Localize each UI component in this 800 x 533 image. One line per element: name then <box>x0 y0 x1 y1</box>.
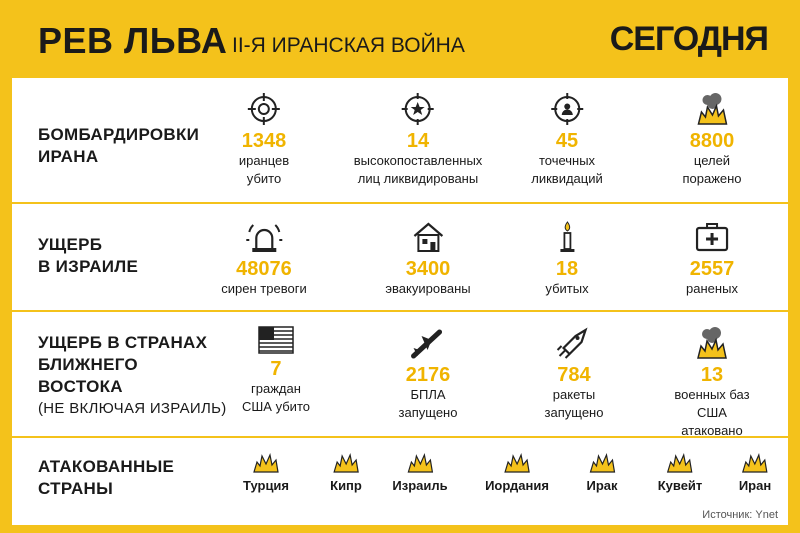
infographic-card <box>12 78 788 525</box>
person-target-icon <box>550 92 584 126</box>
country-name: Иордания <box>485 478 549 493</box>
stat-us-citizens-killed <box>242 326 310 416</box>
drone-icon <box>410 326 446 360</box>
section-label: УЩЕРБ В СТРАНАХ БЛИЖНЕГО ВОСТОКА (НЕ ВКЛЮЧАЯ ИЗРАИЛЬ) <box>38 333 227 417</box>
siren-icon <box>244 220 284 254</box>
brand-logo: СЕГОДНЯ <box>609 20 768 58</box>
stat-number: 8800 <box>689 130 735 152</box>
country-name: Ирак <box>586 478 618 493</box>
stat-desc: сирен тревоги <box>221 281 307 296</box>
country-item <box>586 450 617 493</box>
stat-desc: граждан США убито <box>242 381 310 414</box>
stat-desc: высокопоставленных лиц ликвидированы <box>353 153 483 186</box>
header <box>0 0 800 78</box>
section-iran-bombing <box>12 78 788 202</box>
first-aid-icon <box>693 220 731 254</box>
stat-number: 1348 <box>241 130 287 152</box>
stat-desc: ракеты запущено <box>544 387 604 420</box>
explosion-icon <box>694 326 730 360</box>
page-title: РЕВ ЛЬВА <box>38 20 228 61</box>
section-israel-damage <box>12 202 788 312</box>
section-attacked-countries <box>12 436 788 527</box>
star-target-icon <box>401 92 435 126</box>
stat-desc: точечных ликвидаций <box>531 153 603 186</box>
stat-officials-eliminated <box>354 92 483 188</box>
stat-number: 2557 <box>689 258 735 280</box>
crosshair-icon <box>247 92 281 126</box>
stat-desc: БПЛА запущено <box>398 387 458 420</box>
explosion-icon <box>331 450 361 474</box>
explosion-icon <box>665 450 695 474</box>
country-name: Турция <box>242 478 290 493</box>
stat-number: 14 <box>406 130 430 152</box>
stat-desc: убитых <box>545 281 589 296</box>
stat-desc: иранцев убито <box>238 153 290 186</box>
country-item <box>658 450 703 493</box>
stat-sirens <box>221 220 306 298</box>
stat-number: 45 <box>555 130 579 152</box>
us-flag-icon <box>258 326 294 354</box>
stat-targeted-eliminations <box>531 92 603 188</box>
stat-number: 2176 <box>405 364 451 386</box>
stat-number: 13 <box>700 364 724 386</box>
stat-desc: раненых <box>686 281 738 296</box>
section-label: УЩЕРБ В ИЗРАИЛЕ <box>38 235 139 276</box>
stat-targets-hit <box>682 92 741 188</box>
stat-us-bases-attacked <box>674 326 750 440</box>
explosion-icon <box>502 450 532 474</box>
rocket-icon <box>556 326 592 360</box>
explosion-icon <box>251 450 281 474</box>
stat-injured <box>686 220 738 298</box>
explosion-icon <box>694 92 730 126</box>
country-name: Кипр <box>330 478 362 493</box>
explosion-icon <box>740 450 770 474</box>
stat-drones-launched <box>399 326 458 422</box>
candle-icon <box>555 220 579 254</box>
stat-killed-israel <box>545 220 588 298</box>
country-name: Израиль <box>392 478 448 493</box>
country-name: Кувейт <box>657 478 703 493</box>
explosion-icon <box>587 450 617 474</box>
country-name: Иран <box>738 478 772 493</box>
stat-number: 18 <box>555 258 579 280</box>
source-note: Источник: Ynet <box>702 509 778 521</box>
country-item <box>243 450 289 493</box>
stat-desc: военных баз США атаковано <box>674 387 750 438</box>
section-label: БОМБАРДИРОВКИ ИРАНА <box>38 125 200 166</box>
page-subtitle: II-Я ИРАНСКАЯ ВОЙНА <box>232 34 465 57</box>
house-icon <box>410 220 446 254</box>
explosion-icon <box>405 450 435 474</box>
country-item <box>392 450 447 493</box>
stat-evacuated <box>385 220 470 298</box>
stat-missiles-launched <box>545 326 604 422</box>
stat-number: 7 <box>270 358 282 380</box>
section-label: АТАКОВАННЫЕ СТРАНЫ <box>38 457 175 498</box>
stat-desc: целей поражено <box>682 153 742 186</box>
country-item <box>485 450 549 493</box>
stat-number: 48076 <box>236 258 292 280</box>
country-item <box>739 450 771 493</box>
stat-iranians-killed <box>239 92 289 188</box>
stat-number: 784 <box>557 364 591 386</box>
country-item <box>330 450 362 493</box>
stat-number: 3400 <box>405 258 451 280</box>
stat-desc: эвакуированы <box>385 281 471 296</box>
section-middle-east-damage <box>12 310 788 438</box>
